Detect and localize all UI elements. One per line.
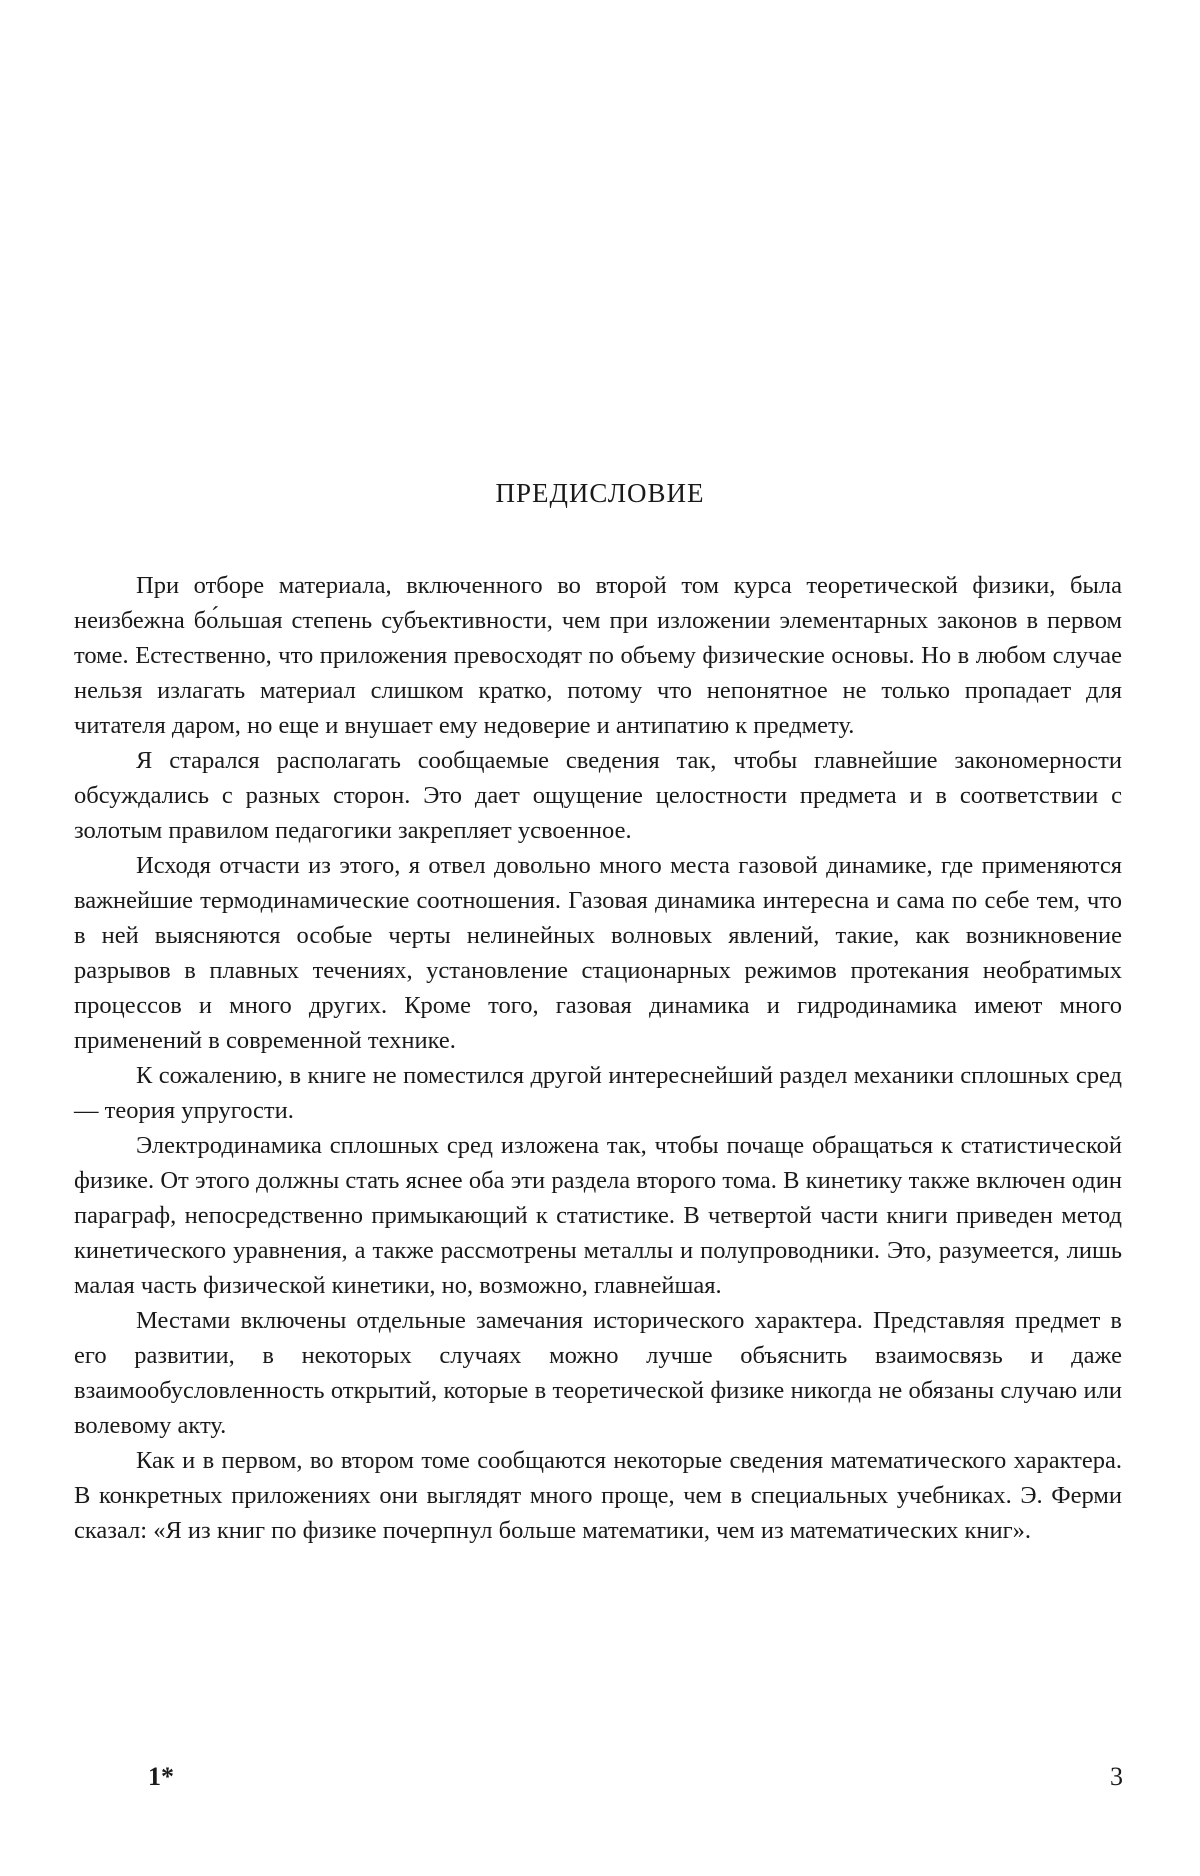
signature-mark: 1* (148, 1762, 174, 1791)
paragraph: Я старался располагать сообщаемые сведения так, чтобы главнейшие закономерности обсуждались с разных сторон. Это дает ощущение целостности предмета и в соответствии с золотым правилом педагогики закрепляет усвоенное. (74, 747, 1122, 844)
page-number: 3 (1110, 1762, 1123, 1791)
paragraph: При отборе материала, включенного во второй том курса теоретической физики, была неизбежна бо́льшая степень субъективности, чем при изложении элементарных законов в первом томе. Естественно, что приложения превосходят по объему физические основы. Но в любом случае нельзя излагать материал слишком кратко, потому что непонятное не только пропадает для читателя даром, но еще и внушает ему недоверие и антипатию к предмету. (74, 572, 1122, 739)
paragraph: Электродинамика сплошных сред изложена так, чтобы почаще обращаться к статистической физике. От этого должны стать яснее оба эти раздела второго тома. В кинетику также включен один параграф, непосредственно примыкающий к статистике. В четвертой части книги приведен метод кинетического уравнения, а также рассмотрены металлы и полупроводники. Это, разумеется, лишь малая часть физической кинетики, но, возможно, главнейшая. (74, 1132, 1122, 1299)
paragraph: Как и в первом, во втором томе сообщаются некоторые сведения математического характера. В конкретных приложениях они выглядят много проще, чем в специальных учебниках. Э. Ферми сказал: «Я из книг по физике почерпнул больше математики, чем из математических книг». (74, 1447, 1122, 1544)
paragraph: К сожалению, в книге не поместился другой интереснейший раздел механики сплошных сред — теория упругости. (74, 1062, 1122, 1124)
paragraph: Местами включены отдельные замечания исторического характера. Представляя предмет в его развитии, в некоторых случаях можно лучше объяснить взаимосвязь и даже взаимообусловленность открытий, которые в теоретической физике никогда не обязаны случаю или волевому акту. (74, 1307, 1122, 1439)
body-text (74, 568, 1122, 1548)
page-title: ПРЕДИСЛОВИЕ (495, 478, 705, 508)
paragraph: Исходя отчасти из этого, я отвел довольно много места газовой динамике, где применяются важнейшие термодинамические соотношения. Газовая динамика интересна и сама по себе тем, что в ней выясняются особые черты нелинейных волновых явлений, такие, как возникновение разрывов в плавных течениях, установление стационарных режимов протекания необратимых процессов и много других. Кроме того, газовая динамика и гидродинамика имеют много применений в современной технике. (74, 852, 1122, 1054)
